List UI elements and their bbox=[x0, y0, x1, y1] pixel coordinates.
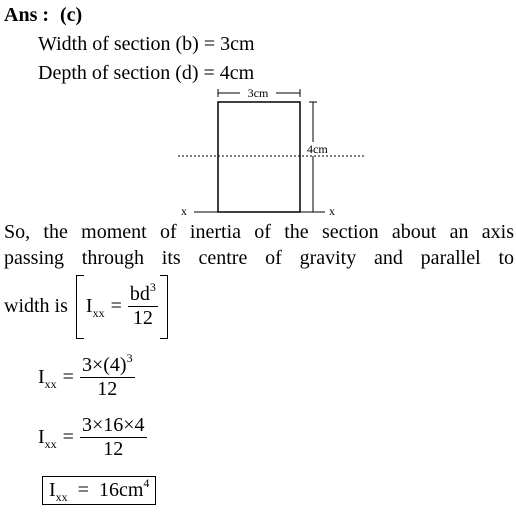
width-dimension-label: 3cm bbox=[247, 86, 269, 100]
section-diagram bbox=[170, 84, 370, 218]
equals-sign: = bbox=[110, 294, 122, 317]
step-2-lhs: $I_{xx}$ bbox=[38, 426, 57, 451]
x-axis-right-label: x bbox=[329, 204, 335, 218]
formula-fraction: $\frac{bd^3}{12}$ bbox=[129, 279, 156, 329]
formula-bracket bbox=[76, 275, 168, 337]
step-2: $I_{xx}$ = $\frac{3\times 16\times 4}{12}$ bbox=[38, 414, 145, 460]
moment-symbol: $I_{xx}$ bbox=[85, 294, 105, 320]
step-1: $I_{xx}$ = $\frac{3\times(4)^3}{12}$ bbox=[38, 351, 133, 400]
answer-option: (c) bbox=[60, 4, 83, 26]
section-rectangle bbox=[218, 102, 300, 212]
step-2-fraction: $\frac{3\times 16\times 4}{12}$ bbox=[81, 414, 145, 460]
step-1-fraction: $\frac{3\times(4)^3}{12}$ bbox=[81, 351, 133, 400]
paragraph-line-3-prefix: width is bbox=[4, 294, 68, 317]
depth-given: Depth of section (d) = 4cm bbox=[38, 62, 255, 84]
paragraph-line-2: passing through its centre of gravity and parallel to bbox=[4, 247, 514, 269]
result-value: 16cm bbox=[98, 479, 144, 501]
depth-dimension-label: 4cm bbox=[307, 142, 328, 156]
result-box: $I_{xx} = 16cm^4$ bbox=[42, 476, 156, 505]
width-given: Width of section (b) = 3cm bbox=[38, 33, 255, 55]
x-axis-left-label: x bbox=[181, 204, 187, 218]
step-1-lhs: $I_{xx}$ bbox=[38, 366, 57, 391]
answer-heading bbox=[4, 4, 82, 27]
paragraph-line-1: So, the moment of inertia of the section about an axis bbox=[4, 221, 514, 243]
answer-label: Ans : bbox=[4, 4, 50, 26]
result bbox=[42, 476, 156, 505]
formula-row bbox=[4, 275, 168, 337]
